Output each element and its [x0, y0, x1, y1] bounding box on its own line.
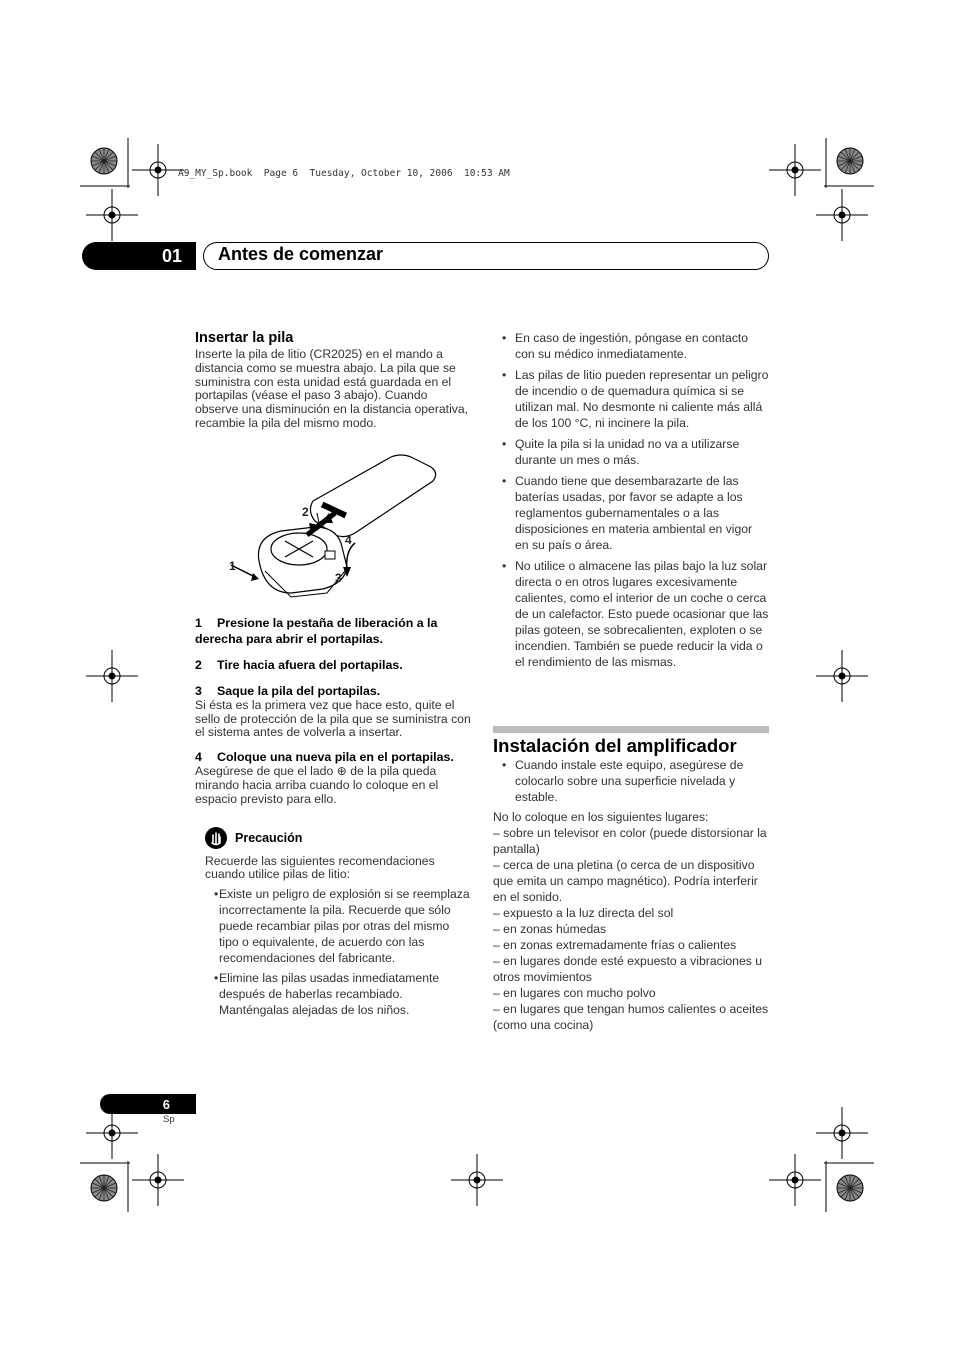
install-list: [493, 757, 769, 805]
step-4-note: Asegúrese de que el lado ⊕ de la pila queda mirando hacia arriba cuando lo coloque en el espacio previsto para ello.: [195, 764, 439, 806]
section-divider-bar: [493, 726, 769, 733]
list-item: – expuesto a la luz directa del sol: [493, 906, 674, 920]
list-item: – sobre un televisor en color (puede distorsionar la pantalla): [493, 826, 767, 856]
caution-header: [205, 827, 471, 849]
chapter-number: 01: [82, 242, 196, 270]
list-item: • Elimine las pilas usadas inmediatamente después de haberlas recambiado. Manténgalas alejadas de los niños.: [205, 970, 471, 1018]
amplifier-section: [493, 735, 769, 1033]
caution-hand-icon: [205, 827, 227, 849]
list-item: • Cuando tiene que desembarazarte de las baterías usadas, por favor se adapte a los reglamentos gubernamentales o a las disposiciones en materia ambiental en vigor en su país o área.: [493, 473, 769, 553]
list-item: – en zonas húmedas: [493, 922, 607, 936]
caution-box: [195, 827, 471, 1019]
list-item: • No utilice o almacene las pilas bajo la luz solar directa o en otros lugares excesivamente calientes, como el interior de un coche o cerca de un calefactor. Esto puede ocasionar que las pilas goteen, se sobrecalienten, exploten o se incendien. También se puede reducir la vida o el rendimiento de las mismas.: [493, 558, 769, 670]
list-item: • Cuando instale este equipo, asegúrese de colocarlo sobre una superficie nivelada y estable.: [493, 757, 769, 805]
chapter-title: Antes de comenzar: [218, 244, 384, 264]
right-column: [493, 330, 769, 670]
list-item: – en lugares con mucho polvo: [493, 986, 656, 1000]
list-item: – en zonas extremadamente frías o calientes: [493, 938, 737, 952]
places-list: [493, 825, 769, 1033]
remote-battery-illustration: [195, 443, 471, 605]
list-item: • En caso de ingestión, póngase en contacto con su médico inmediatamente.: [493, 330, 769, 362]
print-info-line: A9_MY_Sp.book Page 6 Tuesday, October 10, 2006 10:53 AM: [178, 168, 510, 179]
caution-intro: Recuerde las siguientes recomendaciones cuando utilice pilas de litio:: [205, 853, 435, 882]
step-3-note: Si ésta es la primera vez que hace esto, quite el sello de protección de la pila que se suministra con el sistema antes de volverla a insertar.: [195, 697, 471, 740]
list-item: • Quite la pila si la unidad no va a utilizarse durante un mes o más.: [493, 436, 769, 468]
figure-label-4: 4: [345, 532, 352, 547]
left-column: [195, 330, 471, 1018]
page-number: 6: [100, 1094, 196, 1114]
caution-list: [205, 886, 471, 1018]
steps-list: [195, 615, 471, 807]
step-3: 3 Saque la pila del portapilas.: [195, 683, 381, 698]
figure-label-3: 3: [335, 570, 342, 585]
intro-paragraph: Inserte la pila de litio (CR2025) en el mando a distancia como se muestra abajo. La pila que se suministra con esta unidad está guardada en el portapilas (véase el paso 3 abajo). Cuando observe una disminución en la distancia operativa, recambie la pila del mismo modo.: [195, 347, 469, 430]
list-item: – en lugares donde esté expuesto a vibraciones u otros movimientos: [493, 954, 762, 984]
battery-warnings-list: [493, 330, 769, 670]
step-4: 4 Coloque una nueva pila en el portapilas.: [195, 750, 454, 765]
list-item: – cerca de una pletina (o cerca de un dispositivo que emita un campo magnético). Podría interferir en el sonido.: [493, 858, 758, 904]
battery-figure: [195, 443, 471, 605]
section-heading-insert-battery: Insertar la pila: [195, 330, 294, 346]
figure-label-1: 1: [229, 558, 236, 573]
step-1: 1 Presione la pestaña de liberación a la derecha para abrir el portapilas.: [195, 615, 438, 646]
figure-label-2: 2: [302, 504, 309, 519]
plus-symbol: ⊕: [336, 764, 347, 779]
list-item: • Existe un peligro de explosión si se reemplaza incorrectamente la pila. Recuerde que sólo puede recambiar pilas por otras del mismo tipo o equivalente, de acuerdo con las recomendaciones del fabricante.: [205, 886, 471, 966]
section-heading-amplifier: Instalación del amplificador: [493, 735, 737, 756]
page-language: Sp: [163, 1114, 175, 1125]
not-place-intro: No lo coloque en los siguientes lugares:: [493, 810, 709, 824]
list-item: • Las pilas de litio pueden representar un peligro de incendio o de quemadura química si se utilizan mal. No desmonte ni caliente más allá de los 100 °C, ni incinere la pila.: [493, 367, 769, 431]
list-item: – en lugares que tengan humos calientes o aceites (como una cocina): [493, 1002, 769, 1032]
step-2: 2 Tire hacia afuera del portapilas.: [195, 657, 403, 672]
caution-title: Precaución: [235, 830, 303, 845]
